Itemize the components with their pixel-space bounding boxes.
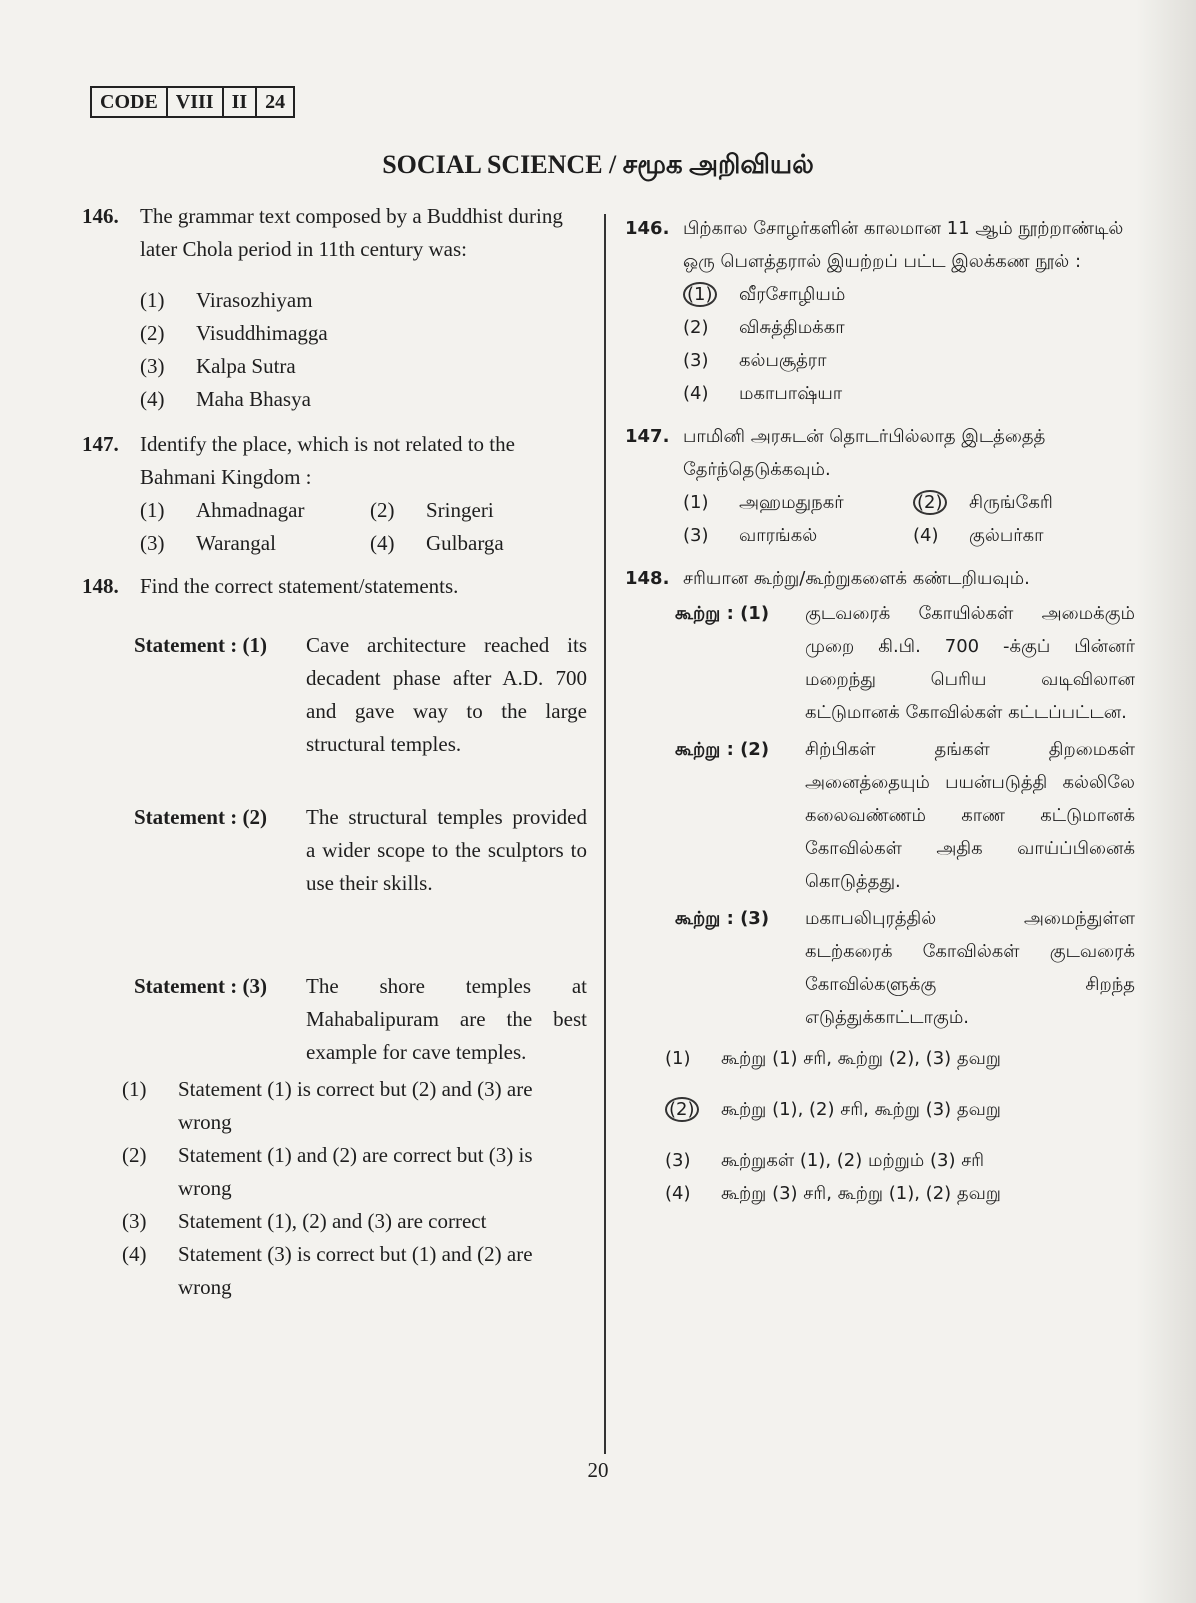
question-number: 147. (82, 432, 119, 456)
option-marked: (1) வீரசோழியம் (683, 278, 1135, 311)
code-box (90, 86, 295, 118)
question-text: பிற்கால சோழர்களின் காலமான 11 ஆம் நூற்றாண்டில் ஒரு பௌத்தரால் இயற்றப் பட்ட இலக்கண நூல் : (683, 218, 1124, 272)
option: (4) Maha Bhasya (140, 387, 311, 411)
question-text: Identify the place, which is not related to the Bahmani Kingdom : (140, 432, 515, 489)
statement: கூற்று : (3) மகாபலிபுரத்தில் அமைந்துள்ள கடற்கரைக் கோவில்கள் குடவரைக் கோவில்களுக்கு சிறந்த எடுத்துக்காட்டாகும். (675, 908, 1135, 1028)
options-146-en (82, 284, 587, 416)
answer-option: (4) Statement (3) is correct but (1) and (2) are wrong (122, 1242, 533, 1299)
question-148-en (82, 570, 587, 603)
statement: கூற்று : (2) சிற்பிகள் தங்கள் திறமைகள் அனைத்தையும் பயன்படுத்தி கல்லிலே கலைவண்ணம் காண கட்டுமானக் கோவில்கள் அதிக வாய்ப்பினைக் கொடுத்தது. (675, 739, 1135, 892)
option: (3) Kalpa Sutra (140, 354, 296, 378)
answer-option: (3) Statement (1), (2) and (3) are correct (122, 1209, 487, 1233)
option: (4) மகாபாஷ்யா (683, 383, 843, 404)
question-147-en (82, 428, 587, 494)
option: (3) கல்பசூத்ரா (683, 350, 827, 371)
option: (1) அஹமதுநகர் (683, 492, 844, 513)
option: (2) Visuddhimagga (140, 321, 328, 345)
question-number: 148. (625, 568, 670, 589)
question-146-ta (625, 212, 1135, 278)
answer-option: (1) Statement (1) is correct but (2) and (3) are wrong (122, 1077, 533, 1134)
question-number: 146. (625, 218, 670, 239)
answer-option: (4) கூற்று (3) சரி, கூற்று (1), (2) தவறு (665, 1183, 1001, 1204)
question-text: பாமினி அரசுடன் தொடர்பில்லாத இடத்தைத் தேர்ந்தெடுக்கவும். (683, 426, 1046, 480)
question-147-ta (625, 420, 1135, 486)
question-number: 146. (82, 204, 119, 228)
option: (4) Gulbarga (370, 531, 504, 555)
statement: கூற்று : (1) குடவரைக் கோயில்கள் அமைக்கும் முறை கி.பி. 700 -க்குப் பின்னர் மறைந்து பெரிய வடிவிலான கட்டுமானக் கோவில்கள் கட்டப்பட்டன. (675, 603, 1135, 723)
answer-option: (1) கூற்று (1) சரி, கூற்று (2), (3) தவறு (665, 1048, 1001, 1069)
code-label: CODE (92, 88, 168, 116)
option: (2) விசுத்திமக்கா (683, 317, 845, 338)
page-number: 20 (587, 1458, 609, 1482)
page-title: SOCIAL SCIENCE / சமூக அறிவியல் (382, 150, 814, 179)
statements-148-ta (625, 597, 1135, 1034)
option-marked: (2) சிருங்கேரி (913, 486, 1143, 519)
options-147-en (82, 494, 587, 560)
column-divider (604, 214, 606, 1454)
code-number: 24 (265, 91, 286, 113)
answers-148-en (82, 1073, 587, 1304)
question-number: 147. (625, 426, 670, 447)
answer-option-marked: (2) கூற்று (1), (2) சரி, கூற்று (3) தவறு (665, 1093, 1135, 1126)
answers-148-ta (625, 1042, 1135, 1210)
option: (3) Warangal (140, 531, 276, 555)
question-text: Find the correct statement/statements. (140, 574, 459, 598)
answer-option: (3) கூற்றுகள் (1), (2) மற்றும் (3) சரி (665, 1150, 985, 1171)
statement: Statement : (2) The structural temples provided a wider scope to the sculptors to use their skills. (134, 805, 587, 895)
option: (1) Virasozhiyam (140, 288, 313, 312)
statements-148-en (82, 629, 587, 1069)
code-class: VIII (168, 88, 224, 116)
option: (2) Sringeri (370, 498, 494, 522)
english-column (82, 200, 587, 1304)
tamil-column (625, 212, 1135, 1210)
options-146-ta (625, 278, 1135, 410)
answer-option: (2) Statement (1) and (2) are correct but (3) is wrong (122, 1143, 533, 1200)
statement: Statement : (1) Cave architecture reached its decadent phase after A.D. 700 and gave way to the large structural temples. (134, 633, 587, 756)
question-148-ta (625, 562, 1135, 595)
option: (1) Ahmadnagar (140, 498, 305, 522)
statement: Statement : (3) The shore temples at Mahabalipuram are the best example for cave temples. (134, 974, 587, 1064)
question-text: The grammar text composed by a Buddhist during later Chola period in 11th century was: (140, 204, 563, 261)
options-147-ta (625, 486, 1135, 552)
code-paper: II (224, 88, 258, 116)
question-text: சரியான கூற்று/கூற்றுகளைக் கண்டறியவும். (683, 568, 1030, 589)
question-number: 148. (82, 574, 119, 598)
option: (3) வாரங்கல் (683, 525, 818, 546)
page-edge-shadow (1136, 0, 1196, 1603)
question-146-en (82, 200, 587, 266)
option: (4) குல்பர்கா (913, 525, 1044, 546)
